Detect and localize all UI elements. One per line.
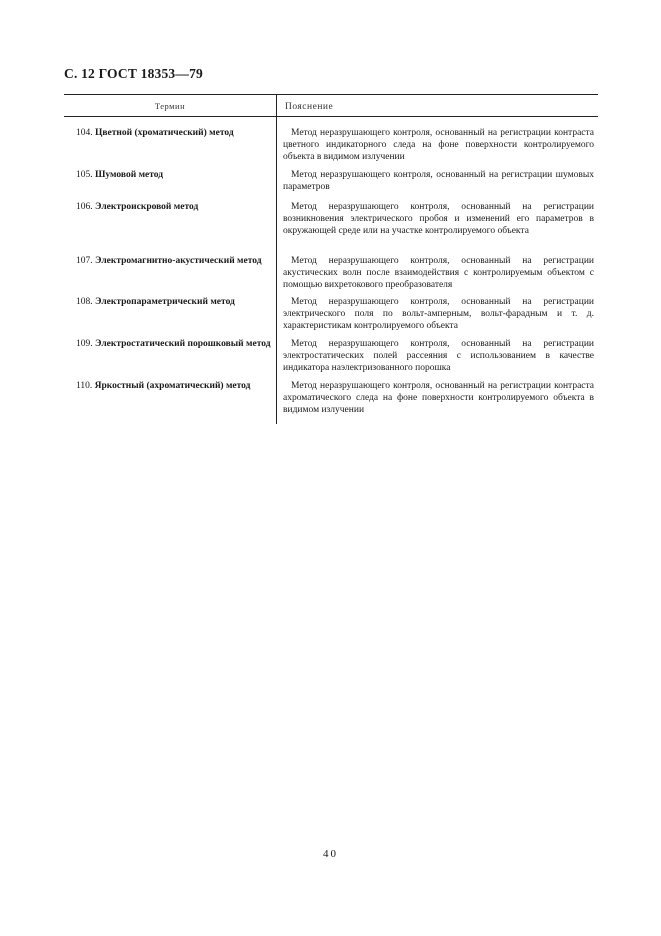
table-header-rule bbox=[64, 116, 598, 117]
term-name: Электростатический порошковый метод bbox=[95, 339, 271, 349]
term-number: 106. bbox=[76, 202, 95, 212]
column-header-explanation: Пояснение bbox=[285, 102, 334, 112]
explanation-106: Метод неразрушающего контроля, основанный на регистрации возникновения электрического пробоя и изменений его параметров в окружающей среде или на участке контролируемого объекта bbox=[283, 202, 594, 237]
term-number: 109. bbox=[76, 339, 95, 349]
term-number: 108. bbox=[76, 297, 95, 307]
term-name: Яркостный (ахроматический) метод bbox=[94, 381, 251, 391]
term-104 bbox=[64, 127, 274, 139]
term-name: Электропараметрический метод bbox=[95, 297, 235, 307]
explanation-108: Метод неразрушающего контроля, основанный на регистрации электрического поля по вольт-амперным, вольт-фарадным и т. д. характеристикам контролируемого объекта bbox=[283, 297, 594, 332]
term-name: Электромагнитно-акустический метод bbox=[95, 256, 262, 266]
explanation-104: Метод неразрушающего контроля, основанный на регистрации контраста цветного индикаторного следа на фоне поверхности контролируемого объекта в видимом излучении bbox=[283, 128, 594, 163]
term-name: Цветной (хроматический) метод bbox=[95, 128, 234, 138]
term-110 bbox=[64, 380, 274, 392]
column-header-terms: Термин bbox=[154, 101, 186, 111]
explanation-105: Метод неразрушающего контроля, основанный на регистрации шумовых параметров bbox=[283, 170, 594, 193]
term-109 bbox=[64, 338, 274, 350]
explanation-107: Метод неразрушающего контроля, основанный на регистрации акустических волн после взаимодействия с контролируемым объектом с помощью вихретокового преобразователя bbox=[283, 256, 594, 291]
term-name: Шумовой метод bbox=[95, 170, 164, 180]
term-number: 105. bbox=[76, 170, 95, 180]
term-number: 110. bbox=[76, 381, 95, 391]
table-top-rule bbox=[64, 94, 598, 95]
term-number: 104. bbox=[76, 128, 95, 138]
explanation-110: Метод неразрушающего контроля, основанный на регистрации контраста ахроматического следа на фоне поверхности контролируемого объекта в видимом излучении bbox=[283, 381, 594, 416]
term-105 bbox=[64, 169, 274, 181]
term-106 bbox=[64, 201, 274, 213]
page-number: 40 bbox=[323, 848, 338, 860]
explanation-109: Метод неразрушающего контроля, основанный на регистрации электростатических полей рассеяния с использованием в качестве индикатора наэлектризованного порошка bbox=[283, 339, 594, 374]
term-108 bbox=[64, 296, 274, 308]
term-number: 107. bbox=[76, 256, 95, 266]
page-header: С. 12 ГОСТ 18353—79 bbox=[64, 66, 203, 81]
term-name: Электроискровой метод bbox=[95, 202, 199, 212]
term-107 bbox=[64, 255, 274, 267]
column-divider bbox=[276, 94, 277, 424]
